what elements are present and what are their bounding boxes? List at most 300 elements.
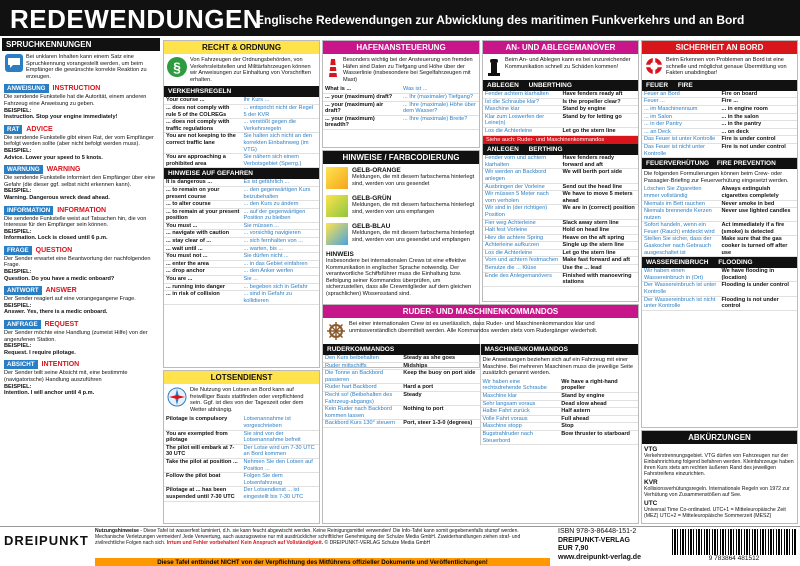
- cell-left: Pilotage at ... has been suspended until 7-30 UTC: [166, 487, 235, 500]
- cell-right: We have flooding in (location): [721, 268, 775, 281]
- cell-left: Fender vorn und achtern klarhalten: [485, 155, 547, 168]
- cell-right: We have a right-hand propeller: [561, 378, 618, 392]
- sub-title-en: FIRE: [677, 81, 693, 89]
- isbn: ISBN 978-3-86448-151-2: [558, 528, 637, 535]
- cell-right: Lotsenannahme ist vorgeschrieben: [243, 416, 291, 429]
- publisher-name: DREIPUNKT-VERLAG: [558, 536, 630, 544]
- spruch-item: [2, 205, 160, 245]
- cell-left: Los die Achterleine: [485, 127, 533, 134]
- cell-right: Flooding is under control: [721, 282, 789, 289]
- cell-right: Fire on board: [721, 90, 758, 97]
- table-row: [164, 179, 319, 187]
- cell-left: Feuer ...: [644, 98, 665, 105]
- cell-right: Fire is not under control: [721, 143, 786, 150]
- cell-left: Das Feuer ist unter Kontrolle: [644, 136, 716, 143]
- spruch-en: ADVICE: [26, 125, 53, 133]
- cell-left: Ruder hart Backbord: [325, 384, 377, 391]
- spruch-en: ANSWER: [45, 287, 77, 295]
- intro-block: [323, 54, 479, 86]
- table-row: [483, 220, 638, 228]
- color-code-desc: Meldungen, die mit diesem farbschema hinterlegt sind, werden von uns gesendet und empfangen: [352, 230, 475, 243]
- lifebuoy-icon: [645, 57, 663, 75]
- table-row: [483, 235, 638, 243]
- table-row: [483, 91, 638, 99]
- cell-right: Es ist gefährlich ...: [243, 179, 290, 186]
- table-row: [164, 209, 319, 223]
- table-row: [642, 91, 797, 99]
- cell-right: ... sind in Gefahr zu kollidieren: [243, 291, 293, 304]
- cell-left: Wir müssen 5 Meter nach vorn verholen: [485, 191, 549, 204]
- cell-left: Sofort handeln, wenn ein Feuer (Rauch) entdeckt wird: [644, 222, 715, 235]
- table-row: [164, 276, 319, 284]
- cell-right: Full ahead: [561, 415, 589, 422]
- price: EUR 7,90: [558, 545, 589, 552]
- example-text: Warning. Dangerous wreck dead ahead.: [4, 194, 110, 201]
- table-row: [642, 268, 797, 282]
- table-row: [483, 169, 638, 183]
- table-row: [164, 201, 319, 209]
- panel-ruder-maschinen: [322, 304, 639, 524]
- table-row: [481, 431, 639, 445]
- cell-right: ... sich fernhalten von ...: [243, 238, 303, 245]
- table-row: [164, 487, 319, 501]
- abbreviation-item: [644, 479, 795, 498]
- abbreviation-desc: Universal Time Co-ordinated. UTC+1 = Mitteleuropäische Zeit (MEZ) UTC+2 = Mitteleuropäische Sommerzeit (MESZ): [644, 507, 786, 519]
- spruch-tag: ANWEISUNG: [4, 84, 49, 93]
- table-row: [642, 208, 797, 222]
- prevention-intro: Die folgenden Formulierungen können beim Crew- oder Passagier-Briefing zur Feuerverhütung eingesetzt werden.: [644, 171, 789, 184]
- rudder-table: [323, 355, 480, 428]
- color-code-list: [323, 164, 479, 248]
- spruch-tag: WARNUNG: [4, 165, 43, 174]
- section-title: SPRUCHKENNUNGEN: [2, 38, 160, 51]
- sub-title-de: ANLEGEN: [487, 146, 519, 154]
- spruch-list: [2, 83, 160, 399]
- cell-left: ... does not comply with rule 5 of the COLREGs: [166, 104, 230, 118]
- cell-left: Niemals im Bett rauchen: [644, 200, 705, 207]
- sub-title-de: FEUERVERHÜTUNG: [646, 160, 710, 168]
- spruch-desc: Der Sender erwartet eine Beantwortung der nachfolgenden Frage.: [4, 255, 151, 269]
- intro-block: [164, 384, 319, 416]
- ruder-columns: [323, 344, 638, 445]
- cell-right: Was ist ...: [403, 86, 428, 93]
- table-row: [164, 431, 319, 445]
- cell-left: You are approaching a prohibited area: [166, 154, 226, 167]
- cell-right: Folgen Sie dem Lotsenfahrzeug: [243, 473, 283, 486]
- cell-left: ... does not comply with traffic regulations: [166, 119, 230, 132]
- table-row: [481, 379, 639, 393]
- intro-text: Beim An- und Ablegen kann es bei unzureichender Kommunikation schnell zu Schäden kommen!: [505, 57, 631, 70]
- section-title: AN- UND ABLEGEMANÖVER: [483, 41, 638, 54]
- cell-left: ... to alter course: [166, 201, 211, 208]
- abbreviation-item: [644, 500, 795, 519]
- abbreviation-key: KVR: [644, 479, 658, 486]
- cell-right: Sie müssen ...: [243, 222, 279, 229]
- cell-left: Bugstrahlruder nach Steuerbord: [482, 430, 533, 444]
- cell-right: Stop: [561, 423, 574, 430]
- spruch-desc: Der Sender möchte eine Handlung (zumeist Hilfe) von der angerufenen Station.: [4, 330, 148, 343]
- spruch-head: [4, 246, 158, 255]
- barcode-digits: 9 783864 481512: [708, 555, 760, 562]
- cell-left: Pilotage is compulsory: [166, 416, 228, 423]
- sub-title-de: WASSEREINBRUCH: [646, 259, 709, 267]
- cell-left: Ruder mittschiffs: [325, 362, 367, 369]
- cell-right: Steady as she goes: [403, 355, 456, 361]
- column-spruchkennungen: [2, 38, 160, 524]
- cell-left: Los die Achterleine: [485, 249, 533, 256]
- table-row: [483, 99, 638, 107]
- table-row: [323, 384, 480, 392]
- spruch-example: [4, 148, 158, 161]
- spruch-example: [4, 108, 158, 121]
- section-title: LOTSENDIENST: [164, 371, 319, 384]
- table-row: [642, 236, 797, 257]
- cell-left: Maschine klar: [482, 392, 518, 399]
- spruch-example: [4, 188, 158, 201]
- intro-block: [164, 54, 319, 86]
- table-row: [642, 186, 797, 200]
- table-row: [323, 363, 480, 371]
- engine-table: [481, 379, 639, 445]
- table-row: [642, 114, 797, 122]
- cell-right: Single up the stern line: [562, 242, 625, 249]
- cell-left: ... your (maximum) air draft?: [325, 101, 384, 115]
- prevention-table: [642, 186, 797, 257]
- spruch-head: [4, 84, 158, 93]
- table-row: [483, 205, 638, 219]
- color-code-text: [352, 167, 476, 189]
- sub-title-en: UNBERTHING: [528, 82, 572, 89]
- cell-left: Die Tonne an Backbord passieren: [325, 370, 384, 383]
- panel-abkuerzungen: [641, 430, 798, 524]
- cell-left: Fier weg Achterleine: [485, 219, 536, 226]
- color-code-name: GELB-BLAU: [352, 223, 391, 230]
- cell-right: Fire is under control: [721, 136, 776, 143]
- spruch-item: [2, 285, 160, 319]
- intro-text: Beim Erkennen von Problemen an Bord ist eine schnelle und möglichst genaue Übermittlung von Fakten unabdingbar!: [666, 57, 787, 77]
- sub-title-en: FIRE PREVENTION: [716, 160, 776, 168]
- cell-left: ... drop anchor: [166, 268, 205, 275]
- table-row: [164, 268, 319, 276]
- cell-left: ... in risk of collision: [166, 291, 220, 298]
- barcode: [672, 529, 796, 565]
- spruch-head: [4, 206, 158, 215]
- cell-right: Let go the stern line: [562, 249, 616, 256]
- cell-left: Wir sind in (der richtigen) Position: [485, 205, 548, 218]
- table-row: [323, 420, 480, 428]
- disclaimer-bar: Diese Tafel entbindet NICHT von der Verpflichtung des Mitführens offizieller Dokumente und Veröffentlichungen!: [95, 558, 550, 566]
- example-label: BEISPIEL:: [4, 188, 32, 195]
- cell-right: Nehmen Sie den Lotsen auf Position ...: [243, 458, 313, 472]
- example-text: Advice. Lower your speed to 5 knots.: [4, 154, 103, 161]
- cell-left: ... in der Pantry: [644, 121, 682, 128]
- usage-text: - Diese Tafel ist wasserfest laminiert, d.h. sie kann feucht abgewischt werden. Keine Reinigungsmittel verwenden! Die Info-Tafel kann somit gegebenenfalls stumpf werden. Mechanische Verletzungen vermeiden! Jede Verwertung, auch auszugsweise nur mit ausdrücklicher schriftlicher Genehmigung der Schulze Media GmbH. Zuwiderhandlungen ziehen straf- und zivilrechtliche Folgen nach sich.: [95, 528, 521, 546]
- cell-right: Have fenders ready aft: [562, 91, 623, 97]
- cell-right: Hold on head line: [562, 227, 610, 234]
- cell-right: Make fast forward and aft: [562, 257, 630, 264]
- flooding-table: [642, 268, 797, 311]
- column-sicherheit: [641, 40, 798, 428]
- sub-title-de: ABLEGEN: [487, 82, 519, 89]
- cell-right: ... warten, bis ...: [243, 245, 283, 252]
- cell-left: Follow the pilot boat: [166, 473, 221, 480]
- color-code-text: [352, 223, 476, 245]
- table-row: [642, 297, 797, 311]
- spruch-head: [4, 320, 158, 329]
- engine-column: [481, 344, 639, 445]
- spruch-tag: ANFRAGE: [4, 320, 41, 329]
- cell-left: ... stay clear of ...: [166, 238, 212, 245]
- table-row: [481, 416, 639, 424]
- sub-title-gefahren: HINWEISE AUF GEFAHREN: [164, 168, 319, 179]
- example-label: BEISPIEL:: [4, 343, 32, 350]
- table-row: [483, 257, 638, 265]
- cell-left: Klar zum Loswerfen der Leine(n): [485, 113, 545, 127]
- cell-left: Halbe Fahrt zurück: [482, 408, 530, 415]
- sub-title-feuer: [642, 80, 797, 91]
- cell-right: Bow thruster to starboard: [561, 430, 630, 437]
- table-row: [642, 144, 797, 158]
- table-row: [483, 128, 638, 136]
- cell-left: Das Feuer ist nicht unter Kontrolle: [644, 143, 705, 157]
- table-row: [164, 416, 319, 430]
- sub-title-en: FLOODING: [718, 259, 753, 267]
- sub-title-wassereinbruch: [642, 257, 797, 268]
- table-row: [483, 106, 638, 114]
- table-row: [164, 133, 319, 154]
- cell-left: Der Wassereinbruch ist nicht unter Kontrolle: [644, 296, 716, 310]
- cell-left: Ist die Schraube klar?: [485, 98, 540, 105]
- spruch-item: [2, 319, 160, 359]
- harbour-table: [323, 86, 479, 130]
- table-row: [642, 106, 797, 114]
- table-row: [323, 355, 480, 363]
- spruch-desc: Der Sender teilt seine Absicht mit, eine bestimmte (navigatorische) Handlung auszuführen: [4, 370, 128, 383]
- spruch-head: [4, 286, 158, 295]
- cell-left: Feuer an Bord: [644, 90, 680, 97]
- cell-left: ... running into danger: [166, 283, 226, 290]
- sub-title-verkehrsregeln: VERKEHRSREGELN: [164, 86, 319, 97]
- cell-left: Ende des Anlegemanövers: [485, 272, 552, 279]
- spruch-tag: INFORMATION: [4, 206, 53, 215]
- publisher-info: [558, 528, 668, 562]
- section-title: RUDER- UND MASCHINENKOMMANDOS: [323, 305, 638, 318]
- paragraph-icon: §: [167, 57, 187, 77]
- cell-right: Stand by engine: [562, 106, 606, 113]
- cell-right: ... den Anker werfen: [243, 268, 294, 275]
- cell-left: ... to remain at your present position: [166, 208, 240, 222]
- cell-right: Use the ... lead: [562, 265, 602, 272]
- color-swatch: [326, 223, 348, 245]
- table-row: [164, 119, 319, 133]
- cell-right: Send out the head line: [562, 183, 623, 190]
- abbreviation-item: [644, 446, 795, 477]
- example-label: BEISPIEL:: [4, 269, 32, 276]
- cell-left: Volle Fahrt voraus: [482, 415, 528, 422]
- table-row: [483, 242, 638, 250]
- spruch-example: [4, 269, 158, 282]
- example-text: Request. I require pilotage.: [4, 349, 76, 356]
- spruch-head: [4, 360, 158, 369]
- section-title: ABKÜRZUNGEN: [642, 431, 797, 444]
- cell-left: Löschen Sie Zigaretten immer vollständig: [644, 186, 702, 199]
- table-row: [164, 445, 319, 459]
- cell-left: Maschine stopp: [482, 423, 522, 430]
- example-label: BEISPIEL:: [4, 302, 32, 309]
- hint-block: [323, 248, 479, 301]
- usage-notes: [95, 528, 545, 558]
- cell-right: Always extinguish cigarettes completely: [721, 186, 779, 199]
- table-row: [642, 282, 797, 296]
- cell-left: ... your (maximum) breadth?: [325, 115, 375, 129]
- publisher-url: www.dreipunkt-verlag.de: [558, 553, 641, 561]
- cell-left: ... im Maschinenraum: [644, 105, 698, 112]
- cell-right: We are in (correct) position: [562, 205, 635, 212]
- cell-right: ... in the salon: [721, 113, 759, 120]
- spruch-item: [2, 359, 160, 399]
- color-swatch: [326, 167, 348, 189]
- abbreviation-desc: Verkehrstrennungsgebiet. VTG dürfen von Fahrzeugen nur der Einbahnrichtung folgend befahren werden. Kleinfahrzeuge haben ihren Kurs stets am rechten äußeren Rand des jeweiligen Fahrstreifens einzurichten.: [644, 453, 794, 477]
- color-code-desc: Meldungen, die mit diesem farbschema hinterlegt sind, werden von uns empfangen: [352, 202, 475, 215]
- sub-title-en: BERTHING: [528, 146, 563, 154]
- cell-left: ... enter the area: [166, 260, 209, 267]
- cell-right: Sie ...: [243, 276, 258, 283]
- cell-right: ... in engine room: [721, 105, 768, 112]
- chat-icon: [5, 54, 23, 72]
- spruch-desc: Die sendende Funkstelle gibt einen Rat, der vom Empfänger befolgt werden sollte (aber nicht befolgt werden muss).: [4, 134, 154, 148]
- table-row: [642, 222, 797, 236]
- table-row: [483, 265, 638, 273]
- cell-right: ... verstößt gegen die Verkehrsregeln: [243, 119, 297, 132]
- header-bar: [0, 0, 800, 36]
- cell-right: Never use lighted candles: [721, 208, 791, 215]
- unberthing-table: [483, 91, 638, 136]
- sub-title-maschinen: MASCHINENKOMMANDOS: [481, 344, 639, 355]
- cell-left: Recht so! (Beibehalten des Fahrzeug-abgangs): [325, 391, 393, 405]
- spruch-item: [2, 83, 160, 123]
- cell-right: We have to move 5 meters ahead: [562, 191, 633, 204]
- abbreviation-desc: Kollisionsverhütungsregeln. Internationale Regeln von 1972 zur Verhütung von Zusammenstößen auf See.: [644, 486, 790, 498]
- cell-left: ... im Salon: [644, 113, 672, 120]
- spruch-head: [4, 165, 158, 174]
- table-row: [164, 187, 319, 201]
- cell-right: Make sure that the gas cooker is turned off after use: [721, 236, 788, 256]
- column-hafenansteuerung: [322, 40, 480, 148]
- table-row: [323, 116, 479, 130]
- intro-text: Bei einer internationalen Crew ist es unerlässlich, dass Ruder- und Maschinenkommandos klar und unmissverständlich übermittelt werden. Alle Kommandos werden stets vom Rudergänger wiederholt.: [349, 321, 598, 334]
- cell-right: Ihr Kurs ...: [243, 97, 270, 104]
- cell-right: ... in the pantry: [721, 121, 762, 128]
- barcode-bars: [672, 529, 796, 555]
- cell-left: Vorn und achtern festmachen: [485, 257, 559, 264]
- engine-intro: Die Anweisungen beziehen sich auf ein Fahrzeug mit einer Maschine. Bei mehreren Maschinen muss die jeweilige Seite zusätzlich genannt werden.: [482, 357, 633, 377]
- footer: [0, 526, 800, 566]
- sub-title-anlegen: [483, 144, 638, 155]
- cell-right: ... Ihre (maximale) Breite?: [403, 115, 468, 122]
- table-row: [164, 291, 319, 305]
- cell-left: Niemals brennende Kerzen nutzen: [644, 208, 712, 221]
- cell-right: Dead slow ahead: [561, 400, 607, 407]
- pilot-table: [164, 416, 319, 501]
- spruch-desc: Die sendende Funkstelle informiert den Empfänger über eine Gefahr (die dieser ggf. selbst nicht erkennen kann).: [4, 175, 156, 188]
- table-row: [481, 401, 639, 409]
- spruch-tag: ABSICHT: [4, 360, 38, 369]
- dangers-table: [164, 179, 319, 305]
- spruch-en: REQUEST: [44, 321, 79, 329]
- bollard-icon: [486, 57, 502, 77]
- table-row: [164, 261, 319, 269]
- rules-table: [164, 97, 319, 168]
- table-row: [323, 102, 479, 116]
- cell-left: Stellen Sie sicher, dass der Gaskocher nach Gebrauch ausgeschaltet ist: [644, 236, 712, 256]
- table-row: [164, 223, 319, 231]
- example-text: Instruction. Stop your engine immediately!: [4, 114, 118, 121]
- cell-left: You must not ...: [166, 253, 208, 260]
- cell-left: Maschine klar: [485, 106, 520, 113]
- sub-title-de: FEUER: [646, 81, 669, 89]
- cell-right: Der Lotse wird um 7-30 UTC an Bord kommen: [243, 444, 315, 458]
- cell-right: Let go the stern line: [562, 127, 616, 134]
- table-row: [164, 253, 319, 261]
- spruch-head: [4, 125, 158, 134]
- example-label: BEISPIEL:: [4, 147, 32, 154]
- brand-logo: DREIPUNKT: [4, 533, 89, 548]
- color-code-desc: Meldungen, die mit diesem farbschema hinterlegt sind, werden von uns gesendet: [352, 174, 475, 187]
- cell-left: ... to remain on your present course: [166, 186, 220, 200]
- spruch-item: [2, 245, 160, 285]
- cell-right: We will berth port side: [562, 169, 623, 176]
- spruch-example: [4, 343, 158, 356]
- cell-right: ... Ihr (maximaler) Tiefgang?: [403, 93, 473, 100]
- table-row: [323, 94, 479, 102]
- table-row: [164, 284, 319, 292]
- example-label: BEISPIEL:: [4, 228, 32, 235]
- spruch-tag: FRAGE: [4, 246, 32, 255]
- cell-right: Sie dürfen nicht ...: [243, 253, 289, 260]
- table-row: [483, 273, 638, 287]
- spruch-en: INSTRUCTION: [52, 85, 101, 93]
- intro-text: Besonders wichtig bei der Ansteuerung von fremden Häfen sind Daten zu Tiefgang und Höhe über der Wasserlinie (insbesondere bei Segelfahrzeugen mit Mast): [343, 57, 473, 83]
- table-row: [164, 230, 319, 238]
- color-code-item: [323, 192, 479, 220]
- spruch-tag: ANTWORT: [4, 286, 42, 295]
- section-title: SICHERHEIT AN BORD: [642, 41, 797, 54]
- table-row: [481, 423, 639, 431]
- table-row: [481, 393, 639, 401]
- cell-left: You are not keeping to the correct traffic lane: [166, 133, 236, 146]
- cell-right: Stand by for letting go: [562, 113, 622, 120]
- cell-right: ... den gegenwärtigen Kurs beizubehalten: [243, 186, 311, 200]
- spruch-desc: Der Sender reagiert auf eine vorangegangene Frage.: [4, 296, 136, 303]
- intro-text: Bei unklaren Inhalten kann einem Satz eine Spruchkennung vorangestellt werden, um beim Empfänger die gewünschte korrekte Reaktion zu erzeugen.: [26, 54, 147, 80]
- table-row: [164, 105, 319, 119]
- example-text: Question. Do you have a medic onboard?: [4, 275, 115, 282]
- cell-right: Flooding is not under control: [721, 296, 779, 310]
- sub-title-feuerverhuetung: [642, 158, 797, 169]
- spruch-example: [4, 384, 158, 397]
- cell-left: Your course ...: [166, 97, 205, 104]
- page-subtitle: Englische Redewendungen zur Abwicklung des maritimen Funkverkehrs und an Bord: [256, 13, 745, 27]
- panel-lotsendienst: [163, 370, 320, 524]
- table-row: [483, 184, 638, 192]
- warranty-text: Irrtum und Fehler vorbehalten! Kein Anspruch auf Vollständigkeit.: [166, 540, 324, 546]
- cell-left: What is ...: [325, 86, 352, 93]
- spruch-en: INFORMATION: [57, 206, 107, 214]
- example-text: Intention. I will anchor until 4 p.m.: [4, 390, 95, 397]
- color-code-name: GELB-ORANGE: [352, 167, 401, 174]
- cell-right: Heave on the aft spring: [562, 234, 625, 241]
- sub-title-ruder: RUDERKOMMANDOS: [323, 344, 480, 355]
